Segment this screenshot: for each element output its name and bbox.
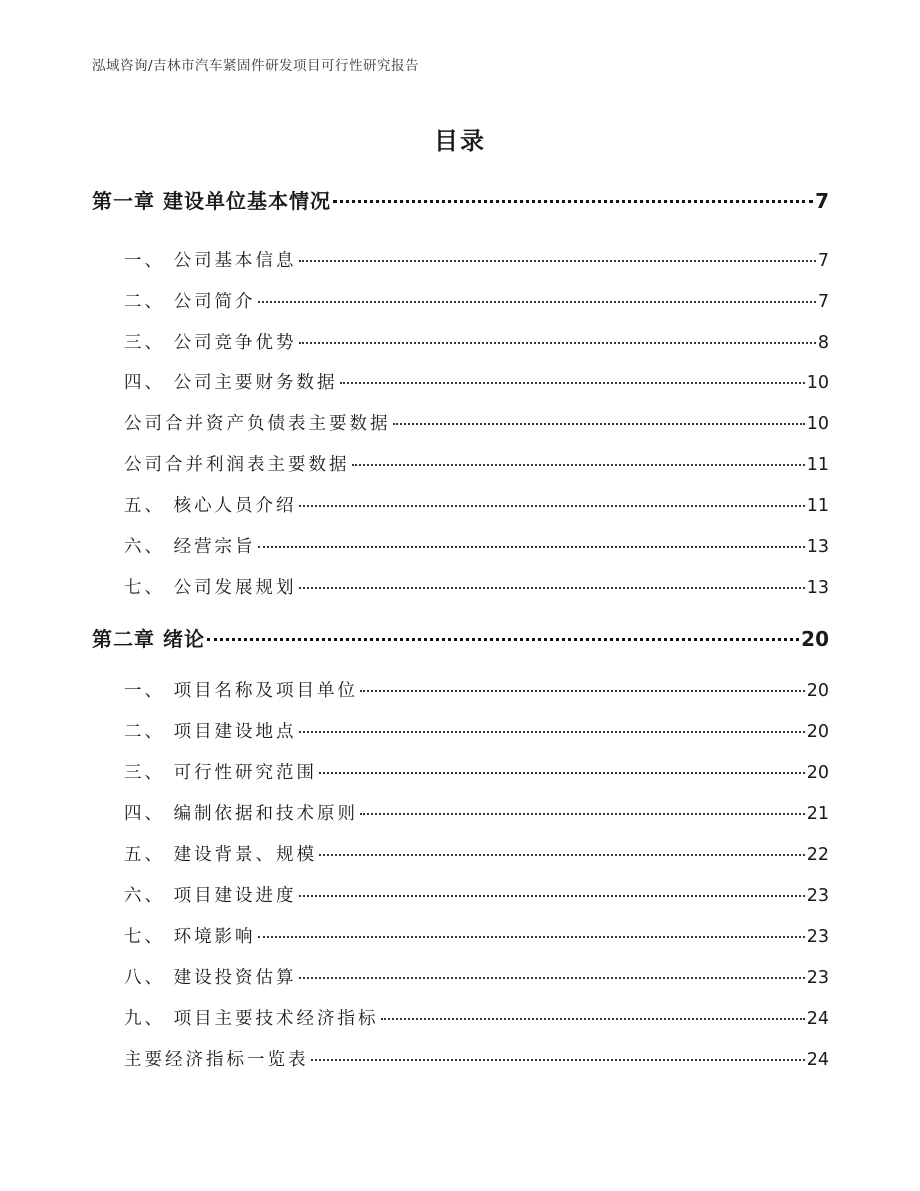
toc-leader-dots [333, 200, 813, 203]
toc-entry[interactable] [124, 800, 829, 825]
toc-leader-dots [258, 301, 816, 303]
toc-entry[interactable] [124, 882, 829, 907]
toc-leader-dots [299, 587, 805, 589]
toc-leader-dots [352, 464, 805, 466]
toc-page-number: 7 [817, 251, 829, 271]
toc-entry[interactable] [124, 329, 829, 354]
toc-page-number: 23 [806, 886, 829, 906]
toc-entry-label: 四、 公司主要财务数据 [124, 373, 338, 393]
toc-leader-dots [319, 854, 805, 856]
toc-entry[interactable] [124, 759, 829, 784]
toc-entry[interactable] [124, 247, 829, 272]
toc-leader-dots [258, 546, 805, 548]
toc-page-number: 23 [806, 927, 829, 947]
toc-leader-dots [340, 382, 805, 384]
toc-page-number: 7 [817, 292, 829, 312]
toc-entry[interactable] [124, 369, 829, 394]
toc-entry-label: 二、 项目建设地点 [124, 722, 297, 742]
toc-chapter-2[interactable] [92, 623, 829, 652]
toc-entry-label: 二、 公司简介 [124, 292, 256, 312]
toc-page-number: 8 [817, 333, 829, 353]
toc-entry-label: 公司合并利润表主要数据 [124, 455, 350, 475]
toc-leader-dots [207, 638, 799, 641]
toc-entry-label: 公司合并资产负债表主要数据 [124, 414, 391, 434]
toc-page-number: 21 [806, 804, 829, 824]
toc-leader-dots [381, 1018, 805, 1020]
toc-entry[interactable] [124, 410, 829, 435]
toc-entry-label: 三、 可行性研究范围 [124, 763, 318, 783]
toc-entry[interactable] [124, 451, 829, 476]
toc-leader-dots [299, 342, 816, 344]
toc-entry-label: 五、 核心人员介绍 [124, 496, 297, 516]
toc-leader-dots [360, 813, 805, 815]
toc-leader-dots [258, 936, 805, 938]
toc-leader-dots [393, 423, 805, 425]
toc-entry-label: 八、 建设投资估算 [124, 968, 297, 988]
toc-page-number: 7 [815, 189, 829, 213]
toc-entry[interactable] [124, 574, 829, 599]
toc-leader-dots [319, 772, 805, 774]
toc-entry[interactable] [124, 718, 829, 743]
toc-page-number: 24 [806, 1009, 829, 1029]
toc-title: 目录 [434, 127, 486, 155]
toc-entry-label: 三、 公司竞争优势 [124, 333, 297, 353]
toc-entry[interactable] [124, 964, 829, 989]
toc-leader-dots [311, 1059, 805, 1061]
toc-chapter-1[interactable] [92, 185, 829, 214]
toc-leader-dots [299, 505, 805, 507]
toc-page-number: 13 [806, 537, 829, 557]
toc-entry[interactable] [124, 923, 829, 948]
toc-entry-label: 九、 项目主要技术经济指标 [124, 1009, 379, 1029]
toc-entry-label: 六、 经营宗旨 [124, 537, 256, 557]
toc-page-number: 11 [806, 496, 829, 516]
toc-page-number: 20 [806, 763, 829, 783]
toc-entry-label: 第二章 绪论 [92, 627, 205, 651]
toc-entry-label: 七、 环境影响 [124, 927, 256, 947]
toc-page-number: 10 [806, 373, 829, 393]
toc-entry-label: 四、 编制依据和技术原则 [124, 804, 359, 824]
toc-entry-label: 七、 公司发展规划 [124, 578, 297, 598]
toc-entry-label: 主要经济指标一览表 [124, 1050, 309, 1070]
toc-page-number: 20 [801, 627, 829, 651]
toc-entry-label: 五、 建设背景、规模 [124, 845, 318, 865]
toc-entry[interactable] [124, 1005, 829, 1030]
toc-page-number: 20 [806, 681, 829, 701]
toc-entry[interactable] [124, 492, 829, 517]
toc-entry-label: 六、 项目建设进度 [124, 886, 297, 906]
toc-leader-dots [360, 690, 805, 692]
toc-entry[interactable] [124, 1046, 829, 1071]
toc-entry-label: 第一章 建设单位基本情况 [92, 189, 331, 213]
toc-leader-dots [299, 977, 805, 979]
toc-page-number: 11 [806, 455, 829, 475]
toc-page-number: 24 [806, 1050, 829, 1070]
toc-page-number: 23 [806, 968, 829, 988]
toc-leader-dots [299, 731, 805, 733]
toc-leader-dots [299, 895, 805, 897]
toc-page-number: 10 [806, 414, 829, 434]
toc-leader-dots [299, 260, 816, 262]
toc-entry[interactable] [124, 677, 829, 702]
toc-page-number: 22 [806, 845, 829, 865]
toc-page-number: 20 [806, 722, 829, 742]
toc-page-number: 13 [806, 578, 829, 598]
toc-entry[interactable] [124, 841, 829, 866]
toc-entry[interactable] [124, 533, 829, 558]
toc-entry-label: 一、 公司基本信息 [124, 251, 297, 271]
toc-entry[interactable] [124, 288, 829, 313]
toc-entry-label: 一、 项目名称及项目单位 [124, 681, 359, 701]
running-header: 泓域咨询/吉林市汽车紧固件研发项目可行性研究报告 [92, 58, 420, 74]
